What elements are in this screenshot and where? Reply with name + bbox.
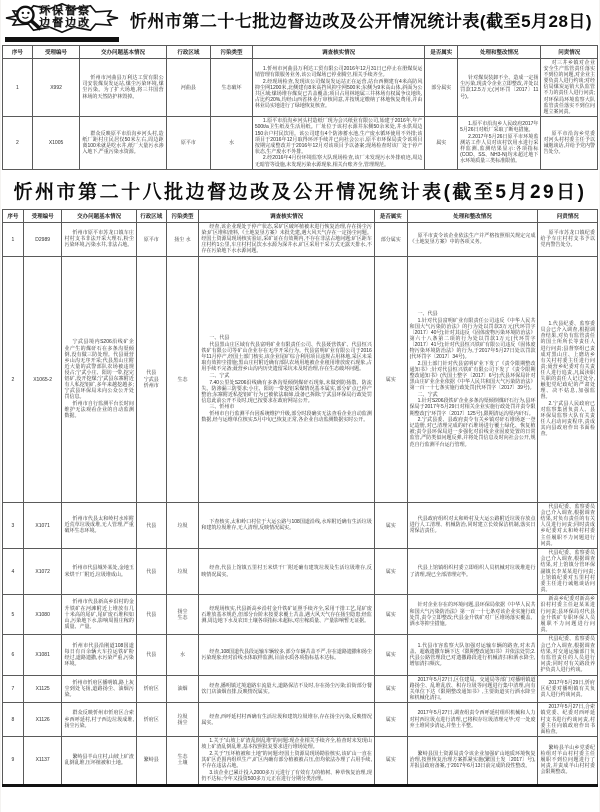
table-row [3,675,598,703]
case-number-cell: X1065-2 [23,257,62,503]
district-cell: 忻府区 [136,703,166,737]
issue-summary-cell: 忻州市代县沿刚道108国道每日有百余辆大车拉运铁矿粉经过,道路遗撒,水污染严重,污染环境。 [62,635,136,675]
table-row [3,117,598,170]
investigation-cell: 经查,播明镇过境道路车流量大,道路保洁不及时,存在扬尘污染;沿街部分餐饮门店油烟直排,反映情况属实。 [199,675,375,703]
accountability-cell: 1.代县纪委、监察委员会已介入调查,根据调查结果,对负有监管责任的国土所所长等责任人进行问责;县督察组已责成对黑山庄、上磨坊乡有关村村委主任进行问责;聂营乡纪委对有关责任人进行追责,凡属渎职失职的责任人记过处分,触犯党纪政纪的严肃处理、决不姑息,加强监督。 2.宁武县人民政府已对监察集团负责人、县环保局监察大队有关责任人启动问责程序,责成其向县政府作出书面检查。 [538,257,598,503]
table1-title: 忻州市第二十七批边督边改及公开情况统计表(截至5月28日) [129,12,593,31]
seq-cell: 4 [3,549,24,595]
pollution-type-cell: 生态 土壤 [166,737,199,785]
seq-cell: 3 [3,503,24,549]
verified-cell: 部分属实 [425,59,458,117]
page-header [2,1,598,45]
district-cell: 代县 [136,503,166,549]
table-row [3,737,598,785]
seq-cell: 9 [3,737,24,785]
district-cell: 原平市 [136,223,166,257]
case-number-cell: D2989 [23,223,62,257]
district-cell: 忻府区 [136,675,166,703]
district-cell: 代县 [136,595,166,635]
epi-stamp-logo [5,2,119,34]
case-number-cell: X1080 [23,595,62,635]
handling-cell: 代县政府组织对太和岭村及大运公路附近垃圾存放点进行人工清理、机械防治,同时建立长效保洁机制,落实日常保洁责任。 [407,503,538,549]
seq-cell: 1 [3,223,24,257]
seq-cell: 6 [3,635,24,675]
accountability-cell: 2017年5月29日,忻府区纪委对播明镇有关负责人进行约谈问责。 [538,675,598,703]
accountability-cell: 原平市苏龙口镇纪委给予车庄村村支书予以党内警告处分。 [538,223,598,257]
verified-cell: 属实 [374,503,407,549]
handling-cell: 针对企业存在的环境问题,县环保局依据《中华人民共和国大气污染防治法》第一百一十七条对该企业实施行政处罚,责令立即整改;代县金升铁矿对厂区堆场落实覆盖、洒水等抑尘措施。 [407,595,538,635]
investigation-cell: 一、代县 代县黑山庄区域有代县富明矿业有限责任公司、代县聂营铁矿、代县恒兴铁矿有限公司等矿山企业存在无序开采行为。代县富明矿业有限公司于2016年11月停产,经国土部门核实,该企业尾矿综合利用项目违规占用林地,采区未采取有效抑尘措施;黑山庄村附近确有部队农场用地被企业租用堆放废石现象,占用手续不完备;聂营乡山沟内历史遗留采坑未及时治理,存在生态破坏问题。 二、宁武 7.40公里处S206沿线确有多条沟渠倾倒煤矸石现象,未做到防扬散、防流失、防渗漏三防要求;小庄、阳坊一带挖铝采煤情况基本属实,部分矿点已停产整治;东寨附近私挖铝矿行为已被依法取缔,设备已拆除;宁武县环保局行政处罚信息此前公开不及时,现已按要求在政府网站公开。 三、忻州市 忻州市自行监测平台因系统维护升级,部分时段确实无法查看企业自动监测数据,经与运维单位核实,5月中旬已恢复正常,各企业自动监测数据实时公开。 [199,257,375,503]
pollution-type-cell: 水 [166,635,199,675]
case-number-cell: X1126 [23,703,62,737]
column-header: 处理和整改情况 [407,210,538,223]
handling-cell: 2017年5月27日,区住建局、交通局等部门对播明镇道路扬尘、乱堆乱放、积存垃圾等问题进行集中清理,向有关单位下达《限期整改通知书》,主要街道实行洒水降尘和机械化清扫。 [407,675,538,703]
table-row [3,549,598,595]
column-header: 行政区域 [136,210,166,223]
district-cell: 代县 [136,549,166,595]
seq-cell: 7 [3,675,24,703]
accountability-cell: 2017年5月27日,合索镇党委、纪委对西呼延村支书进行约谈问责,村委主任向镇政府作出书面检查。 [538,703,598,737]
table2-title: 忻州市第二十八批边督边改及公开情况统计表(截至5月29日) [13,182,587,204]
handling-cell: 针对煤炭装卸不全、造成一定扬尘污染,现责令企业立即整改,并处以罚款12.5万元(河环罚〔2017〕11号)。 [458,59,541,117]
stamp-underline-bar [5,37,119,42]
column-header: 处理和整改情况 [458,46,541,59]
stamp-text [39,5,115,29]
investigation-cell: 经查,该企业现处于停产状态,采矿区破坏植被未进行恢复治理,存在扬尘污染;矿区堆积渣料,《土地复垦方案》未批先建,遇大风天气存在一定扬尘问题。经国土资源局现场核实验证,采矿证在有效期内,不存在非法占地问题;矿区距车庄村约1公里,车庄村村民饮水水源为深井水,矿区采用干采方式无露天排水,不存在污染地下水水源问题。 [199,223,375,257]
pollution-type-cell: 水 [211,117,253,170]
handling-cell: 2017年5月27日,调查组责令西呼延村组织机械和人力对村西垃圾点进行清理,已将积存垃圾清理完毕;对一处废弃土堆同步清运,并垫土平整。 [407,703,538,737]
seq-cell: 5 [3,595,24,635]
issue-summary-cell: 忻州市代县城外某处,金地玉米烘干厂附近,垃圾堆成山。 [62,549,136,595]
column-header: 污染类型 [211,46,253,59]
handling-cell: 繁峙县国土资源局责令该企业加强矿山地质环境恢复治理,按照恢复治理方案抓紧实施(繁国土发〔2017〕号),并报县政府备案,于2017年6月13日前完成阶段性整改。 [407,737,538,785]
case-number-cell: X992 [32,59,80,117]
table-row [3,257,598,503]
column-header: 问责情况 [541,46,598,59]
district-cell: 原平市 [166,117,211,170]
issue-summary-cell: 忻州市河曲县万利达工贸有限公司安装煤炭发运站,煤尘污染环境,煤尘污染。为了扩大场地,将三井国营林场的天然防护林毁掉。 [80,59,166,117]
case-number-cell: X1125 [23,675,62,703]
issue-summary-cell: 忻州市原平市苏龙口镇车庄村村支书非法开采大理石,粉尘污染环境,污染水井,非法占地。 [62,223,136,257]
table2-header-row [3,210,598,223]
pollution-type-cell: 生态破坏 [211,59,253,117]
verified-cell: 属实 [374,737,407,785]
investigation-cell: 下查核实,太和岭口村位于大运公路与108国道沿线,水库附近确有生活垃圾和建筑垃圾堆存,无人清理,反映情况属实。 [199,503,375,549]
verified-cell: 部分属实 [374,223,407,257]
verified-cell: 属实 [374,257,407,503]
case-number-cell: X1081 [23,635,62,675]
accountability-cell: 新高乡纪委对新高乡沿村村委主任赵某某进行问责;县环保局对代县金升铁矿专职环保人员履职不力问题进行问责。 [538,595,598,635]
seq-cell: 8 [3,703,24,737]
investigation-cell: 经查,代县上馆镇五里村玉米烘干厂附近确有建筑垃圾及生活垃圾堆存,反映情况属实。 [199,549,375,595]
table1-header-row [3,46,598,59]
column-header: 问责情况 [538,210,598,223]
pollution-type-cell: 垃圾 [166,503,199,549]
table-row [3,503,598,549]
table-row [3,223,598,257]
investigation-cell: 经查,西呼延村村西确有生活垃圾和建筑垃圾堆存,存在扬尘污染,反映情况属实。 [199,703,375,737]
investigation-cell: 1.关于“山坡上矿渣乱倒乱堆”的问题:现企业相关手续齐全,检查时未发现山坡上矿渣乱倒乱堆,基本按照批复要求进行堆场处理。 2.关于“压坏植被和土地”的问题:经国土资源局现场勘验核实,该矿山一直在其矿区范围内组织生产,矿区内确有部分植被被占压,但均依法办理了占用手续,不存在违法占地。 3.该企业已累计投入2000多万元进行了有效有力的植树、种草恢复治理,现仍不达标;今年又投资500多万元正在进行分期分类治理。 [199,737,375,785]
district-cell: 代县 宁武县 忻州市 [136,257,166,503]
issue-summary-cell: 宁武县境内S206沿线矿企业产生的煤矸石在多条沟渠倾倒,没有做三防处理。代县聂营乡山沟无序开采;代县黑山庄附近大量的武警部队农场被违规侵占;宁武小庄、阳坊一带,挖完铝矿,没开挖煤;宁武县东寨附近有人私挖铝矿,多年来越挖越多;宁武县环保局未向公众公开处罚信息。 忻州市自行监测平台长时间维护无法观看企业的自动监测数据。 [62,257,136,503]
case-number-cell: X1005 [32,117,80,170]
table-row [3,59,598,117]
handling-cell: 一、代县 1.针对代县富明矿业有限责任公司违反《中华人民共和国大气污染防治法》的行为处以罚款3万元(代环罚字〔2017〕40号);针对其违反《固体废物污染环境防治法》第六十八条第二项的行为处以罚款1万元(代环罚字〔2017〕41号);针对代县恒兴铁矿有限公司违反《固体废物污染环境防治法》的行为,于2017年5月27日处以罚款(代环罚字〔2017〕34号)。 2.国土部门针对代县富明矿业下发了《责令限期整改通知书》;针对代县恒兴铁矿有限公司下发了《责令限期整改通知书》(代国土整字〔2017〕6号);代县环保局针对黑山庄矿业企业依据《中华人民共和国大气污染防治法》第一百一十七条实施行政处罚(代环罚字〔2017〕39号)。 二、宁武 1.针对S206段铁矿企业多条沟渠倾倒煤矸石行为,县环保局于2017年5月29日对相关企业实施行政处罚并责令限期整改(宁环罚字〔2017〕125号),限期清运沟渠内矸石。 2.宁武县委、县政府责令有关乡镇对矸石堆场逐一登记造册,对已清理完成的矸石堆场进行覆土绿化、恢复植被;责令县环保局进一步强化对沿线企业固废处置的日常监管,严防类似问题反弹,并将处罚信息及时向社会公开,规范自行监测平台运行管理。 [407,257,538,503]
column-header: 受理编号 [32,46,80,59]
document-page [1,0,599,812]
column-header: 交办问题基本情况 [62,210,136,223]
column-header: 污染类型 [166,210,199,223]
investigation-cell: 1.原平市沿沟乡河头村造纸厂现为会兴纸业有限公司,始建于2016年,年产500t/a卫生纸及生活用纸。厂址位于该村水源井东侧50余米处,井水供周边150余户村民饮用。该公司建有4个防渗蓄水池,生产废水循环使用不外排;该项目于2016年12月取得环评手续并已向社会公示,原平市环保局责令该项目按期完成整改并于2016年12月对该项目予以备案;现场检查时该厂处于停产状态,生产废水不外排。 2.经2016年4月份环境监察大队现场检查,该厂未发现污水外排痕迹,周边无暗管等设施,未发现污染水源现象,相关台账齐全,管理规范。 [252,117,425,170]
accountability-cell: 繁峙县羊山乡党委纪检组对羊山村村委主任履职不到位问题进行了问责,并责成羊山村村委会限期整改。 [538,737,598,785]
stats-table-batch27 [2,45,598,170]
handling-cell: 1.原平市沿沟乡人民政府2017年5月26日对纸厂采取了断电措施。 2.2017年5月26日原平市环境监测站工作人员对该村饮用水进行采样监测,监测结果显示:各项指标(COD、SS、NH3-N)均未超过地下水环境质量三类标准限值。 [458,117,541,170]
district-cell: 繁峙县 [136,737,166,785]
pollution-type-cell: 生态 [166,257,199,503]
seq-cell: 2 [3,117,33,170]
column-header: 是否属实 [374,210,407,223]
table-row [3,703,598,737]
stamp-line2: 边督边改 [39,17,91,29]
seq-cell: 1 [3,59,33,117]
case-number-cell: X1071 [23,503,62,549]
column-header: 交办问题基本情况 [80,46,166,59]
seq-cell: 2 [3,257,24,503]
handling-cell: 代县上馆镇组织村委立即组织人员机械对垃圾堆进行了清理,现已全部清理完毕。 [407,549,538,595]
pollution-type-cell: 垃圾 [166,549,199,595]
issue-summary-cell: 繁峙县羊山庄村,山坡上矿渣乱倒乱堆,压坏植被和土地。 [62,737,136,785]
investigation-cell: 1.忻州市河曲县万利达工贸有限公司2016年12月31日已停止在册煤炭运销管理有限服务业务,该公司煤场已停业腾空,相关手续齐全。 2.经现场检查,发现该公司煤炭发运站正在运营,站台西侧建有4米高防风抑尘网1200米,北侧建有8米高挡风抑尘网500米;东侧为9米高山体,斜面为公共区域;煤场堆存煤炭已苫盖覆盖;项目占用林地属三井林场有权属争议地块,占比约20%,均经山西省林业厅审核同意,并按规定缴纳了林地恢复费用,并由林业局实地进行了绿地恢复核查。 [252,59,425,117]
pollution-type-cell: 油烟 [166,675,199,703]
investigation-cell: 经查,108国道代县段运输车辆较多,部分车辆苫盖不严,存在道路遗撒和扬尘污染现象;经对沿线水体取样监测,目前水质各项指标基本达标。 [199,635,375,675]
case-number-cell: X1137 [23,737,62,785]
accountability-cell: 代县纪委、监察委员会已介入调查,根据调查结果,对交通运输部门负有监管责任的人员进行问责;同时对有关路段养护负责人进行约谈。 [538,635,598,675]
verified-cell: 属实 [374,703,407,737]
issue-summary-cell: 群众反映原平市沿沟乡河头村,造纸厂距村庄民居仅50米左右,周边距离100米就是吃水井,纸厂大量污水渗入地下,严重污染水资源。 [80,117,166,170]
pollution-type-cell: 扬尘 生态 [166,595,199,635]
issue-summary-cell: 忻州市忻府区播明镇,路上灰尘到处飞扬,道路扬尘、油烟污染。 [62,675,136,703]
investigation-cell: 经现场核实,代县新高乡沿村金升铁矿证照手续齐全,采用干排工艺,尾矿废石堆放基本规范,但部分台阶未按要求覆土苫盖,遇大风天气存在扬尘隐患;经监测,周边地下水及农田土壤各项指标未超标,对庄稼质量、产量影响暂无证据。 [199,595,375,635]
verified-cell: 属实 [374,675,407,703]
accountability-cell: 代县纪委、监察委员会已介入调查,根据调查结果,对负有责任的有关人员进行问责;同时责成乡纪委对太和岭村村委主任履职不力问题进行问责。 [538,503,598,549]
stats-table-batch28 [2,209,598,786]
verified-cell: 属实 [374,635,407,675]
pollution-type-cell: 垃圾 扬尘 [166,703,199,737]
issue-summary-cell: 忻州市代县新高乡沿村的金升铁矿在河滩附近上堆放有几十米高的尾矿,尾矿废石堆积如山,污染地下水,影响周围庄稼的质量、产量。 [62,595,136,635]
table-row [3,595,598,635]
stamp-line1: 环保督察 [39,5,91,17]
district-cell: 代县 [136,635,166,675]
table-row [3,635,598,675]
verified-cell: 属实 [374,549,407,595]
column-header: 序号 [3,46,33,59]
column-header: 调查核实情况 [252,46,425,59]
accountability-cell: 原平市沿沟乡党委对河头村村委主任予以诫勉谈话,并给予党内警告处分。 [541,117,598,170]
pollution-type-cell: 扬尘 水 [166,223,199,257]
handling-cell: 原平市责令该企业依法生产并严格按照相关规定完成《土地复垦方案》中的各项义务。 [407,223,538,257]
verified-cell: 属实 [425,117,458,170]
verified-cell: 属实 [374,595,407,635]
case-number-cell: X1072 [23,549,62,595]
handling-cell: 1.代县市容监察大队加强对运输车辆的路查,对未苫盖、超载遗撒车辆下达《限期整改通知书》并依法处罚;2.代县公路管理段已对遗撒路段进行机械清扫和洒水降尘,增加清扫频次。 [407,635,538,675]
column-header: 是否属实 [425,46,458,59]
issue-summary-cell: 群众反映忻州市忻府区合索乡西呼延村,村子西边垃圾成堆,扬尘污染。 [62,703,136,737]
column-header: 调查核实情况 [199,210,375,223]
column-header: 序号 [3,210,24,223]
issue-summary-cell: 忻州市代县太和岭村水库附近荒草垃圾成堆,无人管理,严重破坏生态环境。 [62,503,136,549]
district-cell: 河曲县 [166,59,211,117]
accountability-cell: 对三井乡镇对企业安全生产监管责任落实不到位的问题,对企业主要负责人进行约谈;对经信局煤炭运销大队监管不力的责任人进行问责;对环保局环境监察大队监管责任落实不到位问题立案问责。 [541,59,598,117]
accountability-cell: 代县纪委、监察委员会已介入调查,根据调查结果,对上馆镇分管环保副镇长李某某进行问责;上馆镇纪委对五里村村委主任进行诫勉谈话问责。 [538,549,598,595]
column-header: 受理编号 [23,210,62,223]
column-header: 行政区域 [166,46,211,59]
